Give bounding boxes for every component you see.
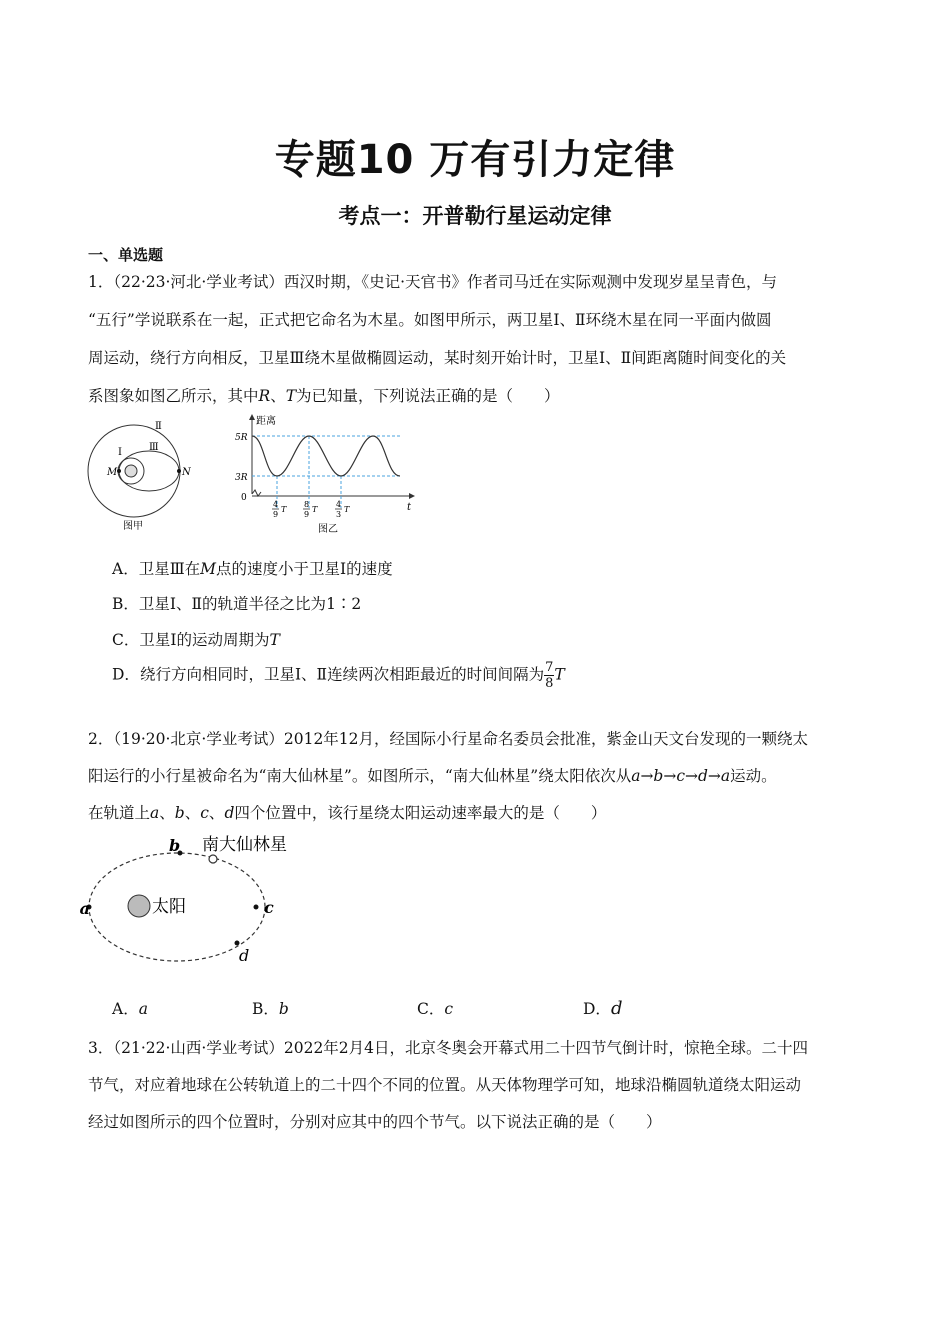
q2-option-a[interactable]: A．a [112, 1000, 148, 1018]
orbit-path: a→b→c→d→a [631, 767, 731, 785]
xtick-3-den: 3 [336, 510, 342, 519]
q1-line4: 系图象如图乙所示，其中R、T为已知量，下列说法正确的是（ ） [88, 387, 560, 405]
page-title: 专题10 万有引力定律 [274, 137, 676, 183]
figure-orbit [79, 828, 306, 968]
x-label: t [407, 502, 412, 513]
figure-jia [85, 418, 205, 536]
x-axis-arrow [409, 493, 415, 499]
point-N [177, 469, 181, 473]
point-c [254, 905, 259, 910]
y-axis-arrow [249, 414, 255, 420]
label-N: N [182, 467, 191, 478]
q2-number: 2． [88, 730, 114, 748]
q3-number: 3． [88, 1039, 114, 1057]
label-c: c [264, 898, 274, 917]
xtick-1-den: 9 [273, 510, 279, 519]
axis-break [252, 490, 261, 496]
distance-curve [252, 436, 400, 476]
q2-option-d[interactable]: D．d [583, 998, 623, 1019]
q1-line3: 周运动，绕行方向相反，卫星Ⅲ绕木星做椭圆运动，某时刻开始计时，卫星Ⅰ、Ⅱ间距离随时间变化的关 [88, 349, 787, 367]
q1-option-a[interactable]: A．卫星Ⅲ在M点的速度小于卫星Ⅰ的速度 [112, 560, 393, 578]
label-a: a [79, 899, 90, 918]
q1-option-b[interactable]: B．卫星Ⅰ、Ⅱ的轨道半径之比为1∶2 [112, 595, 362, 613]
label-I: Ⅰ [118, 447, 122, 458]
xtick-1-num: 4 [273, 500, 279, 509]
fraction-7-8: $\frac{7}{8}$ [545, 660, 554, 691]
jupiter [125, 465, 137, 477]
figure-yi [232, 412, 422, 538]
q3-line2: 节气，对应着地球在公转轨道上的二十四个不同的位置。从天体物理学可知，地球沿椭圆轨道绕太阳运动 [88, 1076, 802, 1094]
point-d [235, 941, 240, 946]
caption-jia: 图甲 [123, 521, 143, 532]
q2-line3: 在轨道上a、b、c、d四个位置中，该行星绕太阳运动速率最大的是（ ） [88, 804, 607, 822]
q2-option-b[interactable]: B．b [252, 1000, 289, 1018]
q2-line2: 阳运行的小行星被命名为“南大仙林星”。如图所示，“南大仙林星”绕太阳依次从a→b→c→d→a运动。 [88, 767, 777, 785]
q3-line3: 经过如图所示的四个位置时，分别对应其中的四个节气。以下说法正确的是（ ） [88, 1113, 662, 1131]
q1-line2: “五行”学说联系在一起，正式把它命名为木星。如图甲所示，两卫星Ⅰ、Ⅱ环绕木星在同一平面内做圆 [88, 311, 772, 329]
var-T: T [285, 387, 297, 405]
y-label: 距离 [256, 416, 276, 427]
label-star: 南大仙林星 [202, 835, 287, 855]
xtick-3-T: T [344, 505, 350, 514]
label-sun: 太阳 [152, 897, 186, 917]
asteroid [209, 855, 217, 863]
xtick-3-num: 4 [336, 500, 342, 509]
label-d: d [239, 946, 250, 965]
q1-option-d[interactable]: D．绕行方向相同时，卫星Ⅰ、Ⅱ连续两次相距最近的时间间隔为 $\frac{7}{8}$ T [112, 660, 565, 691]
label-b: b [169, 836, 181, 855]
q3-line1: 3．（21·22·山西·学业考试）2022年2月4日，北京冬奥会开幕式用二十四节气倒计时，惊艳全球。二十四 [88, 1039, 809, 1057]
label-M: M [107, 467, 118, 478]
origin-label: 0 [241, 493, 247, 503]
page-subtitle: 考点一：开普勒行星运动定律 [338, 204, 612, 228]
label-III: Ⅲ [149, 442, 159, 453]
caption-yi: 图乙 [318, 524, 338, 535]
section-heading: 一、单选题 [88, 246, 164, 264]
q1-line1: 1．（22·23·河北·学业考试）西汉时期，《史记·天官书》作者司马迁在实际观测中发现岁星呈青色，与 [88, 273, 778, 291]
q1-option-c[interactable]: C．卫星Ⅰ的运动周期为T [112, 631, 280, 649]
point-M [117, 469, 121, 473]
q1-number: 1． [88, 273, 114, 291]
xtick-2-num: 8 [304, 500, 310, 509]
label-II: Ⅱ [155, 421, 162, 432]
ytick-3R: 3R [235, 473, 248, 483]
var-R: R [258, 387, 271, 405]
xtick-1-T: T [281, 505, 287, 514]
q2-option-c[interactable]: C．c [417, 1000, 454, 1018]
ytick-5R: 5R [235, 433, 248, 443]
xtick-2-T: T [312, 505, 318, 514]
xtick-2-den: 9 [304, 510, 310, 519]
q2-line1: 2．（19·20·北京·学业考试）2012年12月，经国际小行星命名委员会批准，紫金山天文台发现的一颗绕太 [88, 730, 809, 748]
sun [128, 895, 150, 917]
